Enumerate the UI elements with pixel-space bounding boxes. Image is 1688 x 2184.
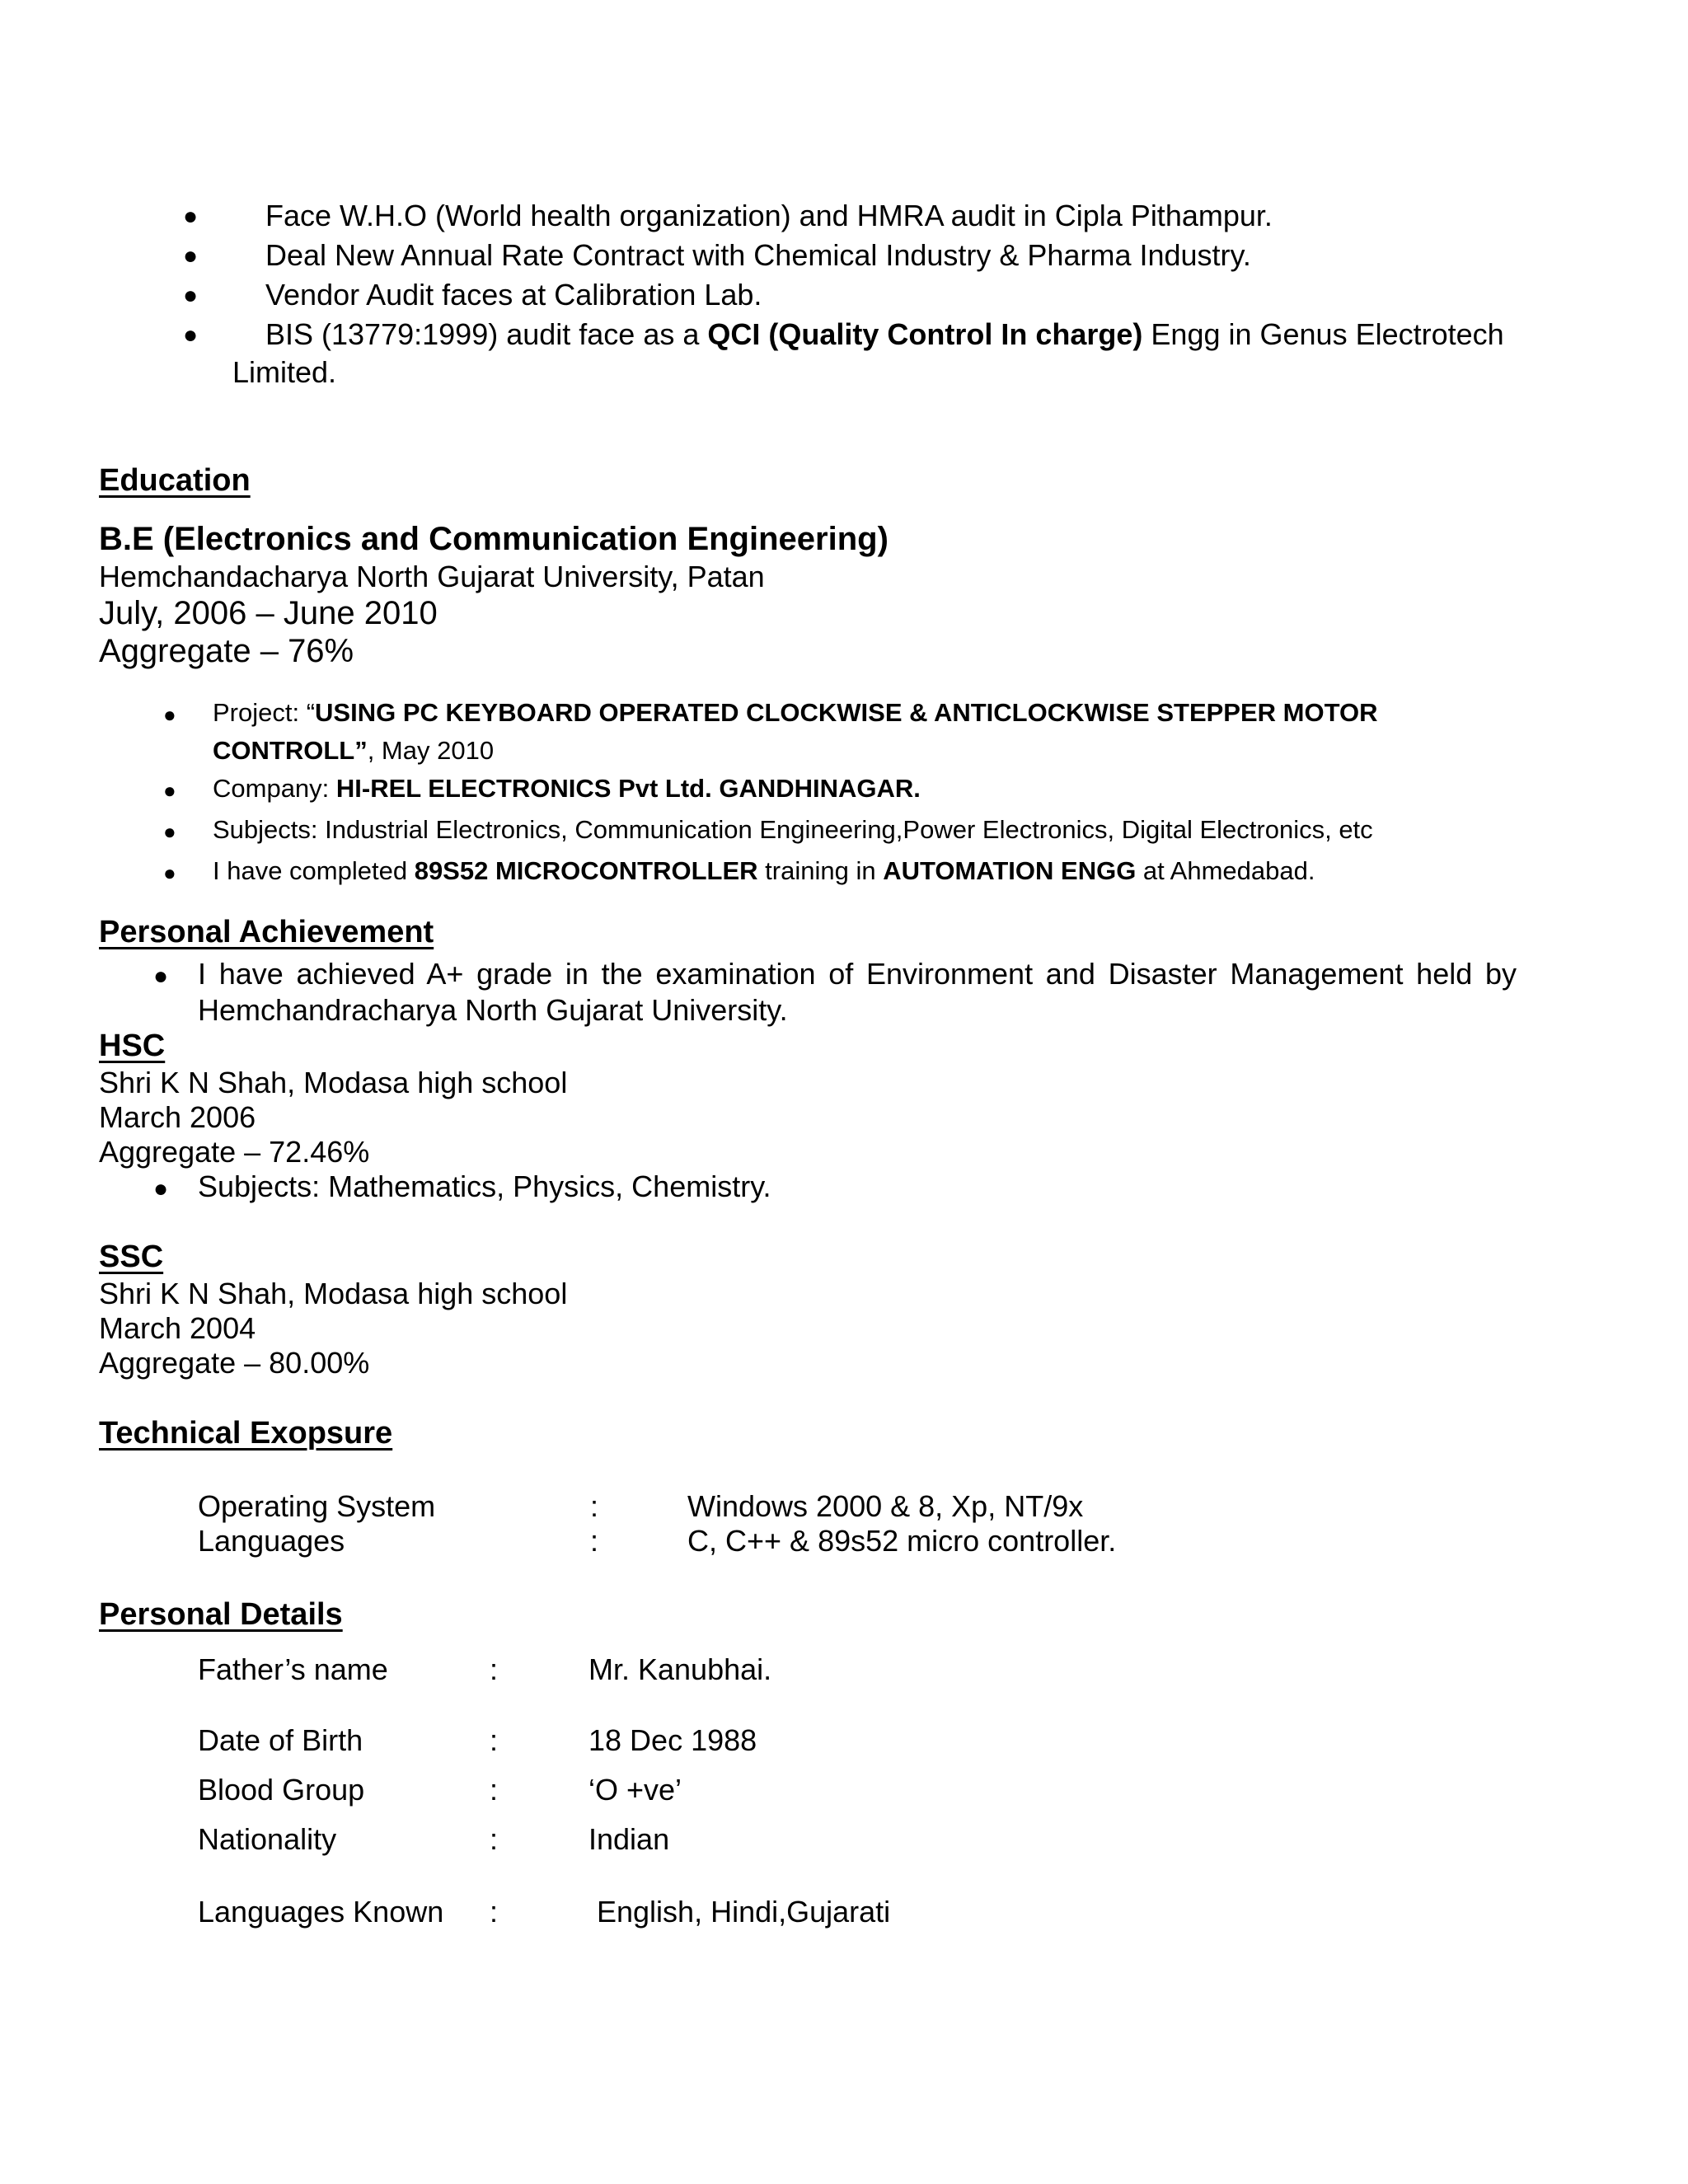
hsc-subjects: Subjects: Mathematics, Physics, Chemistry. <box>198 1169 771 1203</box>
personal-label: Date of Birth <box>198 1723 363 1757</box>
list-item: Face W.H.O (World health organization) and HMRA audit in Cipla Pithampur. <box>265 199 1273 232</box>
list-item-text: Company: <box>213 774 336 803</box>
hsc-aggregate: Aggregate – 72.46% <box>99 1135 370 1169</box>
bullet-icon: ● <box>163 819 176 844</box>
personal-value: 18 Dec 1988 <box>588 1723 757 1757</box>
bullet-icon: ● <box>183 203 199 230</box>
list-item <box>265 316 1504 352</box>
ssc-school: Shri K N Shah, Modasa high school <box>99 1277 568 1310</box>
personal-heading: Personal Details <box>99 1597 343 1632</box>
list-item: Vendor Audit faces at Calibration Lab. <box>265 278 762 312</box>
personal-value: English, Hindi,Gujarati <box>597 1895 891 1929</box>
company-name: HI-REL ELECTRONICS Pvt Ltd. GANDHINAGAR. <box>335 774 921 803</box>
achievement-heading: Personal Achievement <box>99 915 434 949</box>
list-item-text: Engg in Genus Electrotech <box>1142 317 1504 351</box>
personal-value: Indian <box>588 1822 670 1856</box>
technical-separator: : <box>590 1489 599 1523</box>
personal-label: Blood Group <box>198 1773 365 1807</box>
list-item-bold: 89S52 MICROCONTROLLER <box>414 856 758 885</box>
list-item-text: at Ahmedabad. <box>1136 856 1315 885</box>
list-item <box>213 855 1315 886</box>
ssc-aggregate: Aggregate – 80.00% <box>99 1346 370 1380</box>
technical-label: Operating System <box>198 1489 436 1523</box>
education-aggregate: Aggregate – 76% <box>99 633 354 669</box>
list-item: Subjects: Industrial Electronics, Communication Engineering,Power Electronics, Digital Electronics, etc <box>213 815 1373 844</box>
bullet-icon: ● <box>183 282 199 309</box>
list-item-bold: AUTOMATION ENGG <box>883 856 1137 885</box>
personal-label: Languages Known <box>198 1895 444 1929</box>
hsc-heading: HSC <box>99 1029 166 1063</box>
technical-value: C, C++ & 89s52 micro controller. <box>687 1524 1117 1558</box>
bullet-icon: ● <box>153 963 169 990</box>
personal-separator: : <box>490 1822 499 1856</box>
hsc-date: March 2006 <box>99 1100 256 1134</box>
ssc-date: March 2004 <box>99 1311 256 1345</box>
list-item-text: Project: “ <box>213 698 316 727</box>
bullet-icon: ● <box>163 860 176 885</box>
list-item-continuation: Limited. <box>232 355 337 389</box>
personal-separator: : <box>490 1723 499 1757</box>
technical-value: Windows 2000 & 8, Xp, NT/9x <box>687 1489 1084 1523</box>
hsc-school: Shri K N Shah, Modasa high school <box>99 1066 568 1099</box>
project-title-end: CONTROLL” <box>213 736 368 765</box>
technical-separator: : <box>590 1524 599 1558</box>
list-item-text: training in <box>757 856 884 885</box>
personal-value: ‘O +ve’ <box>588 1773 682 1807</box>
list-item: Deal New Annual Rate Contract with Chemical Industry & Pharma Industry. <box>265 238 1251 272</box>
technical-heading: Technical Exopsure <box>99 1416 393 1451</box>
bullet-icon: ● <box>163 702 176 727</box>
degree-title: B.E (Electronics and Communication Engineering) <box>99 521 889 557</box>
personal-separator: : <box>490 1652 499 1686</box>
list-item-text: , May 2010 <box>367 736 495 765</box>
personal-label: Father’s name <box>198 1652 388 1686</box>
list-item-continuation <box>213 735 494 766</box>
bullet-icon: ● <box>183 321 199 349</box>
personal-value: Mr. Kanubhai. <box>588 1652 772 1686</box>
achievement-text-continued: Hemchandracharya North Gujarat University. <box>198 993 788 1027</box>
list-item <box>213 697 1377 728</box>
achievement-text: I have achieved A+ grade in the examination of Environment and Disaster Management held by <box>198 957 1517 991</box>
technical-label: Languages <box>198 1524 345 1558</box>
personal-label: Nationality <box>198 1822 337 1856</box>
personal-separator: : <box>490 1773 499 1807</box>
education-heading: Education <box>99 463 251 498</box>
list-item-text: I have completed <box>213 856 415 885</box>
education-period: July, 2006 – June 2010 <box>99 595 438 631</box>
ssc-heading: SSC <box>99 1240 164 1274</box>
bullet-icon: ● <box>153 1175 169 1202</box>
bullet-icon: ● <box>183 242 199 269</box>
bullet-icon: ● <box>163 778 176 803</box>
personal-separator: : <box>490 1895 499 1929</box>
list-item <box>213 773 921 804</box>
project-title: USING PC KEYBOARD OPERATED CLOCKWISE & ANTICLOCKWISE STEPPER MOTOR <box>315 698 1378 727</box>
university-name: Hemchandacharya North Gujarat University, Patan <box>99 560 765 593</box>
list-item-text: BIS (13779:1999) audit face as a <box>265 317 708 351</box>
list-item-bold: QCI (Quality Control In charge) <box>707 317 1143 351</box>
